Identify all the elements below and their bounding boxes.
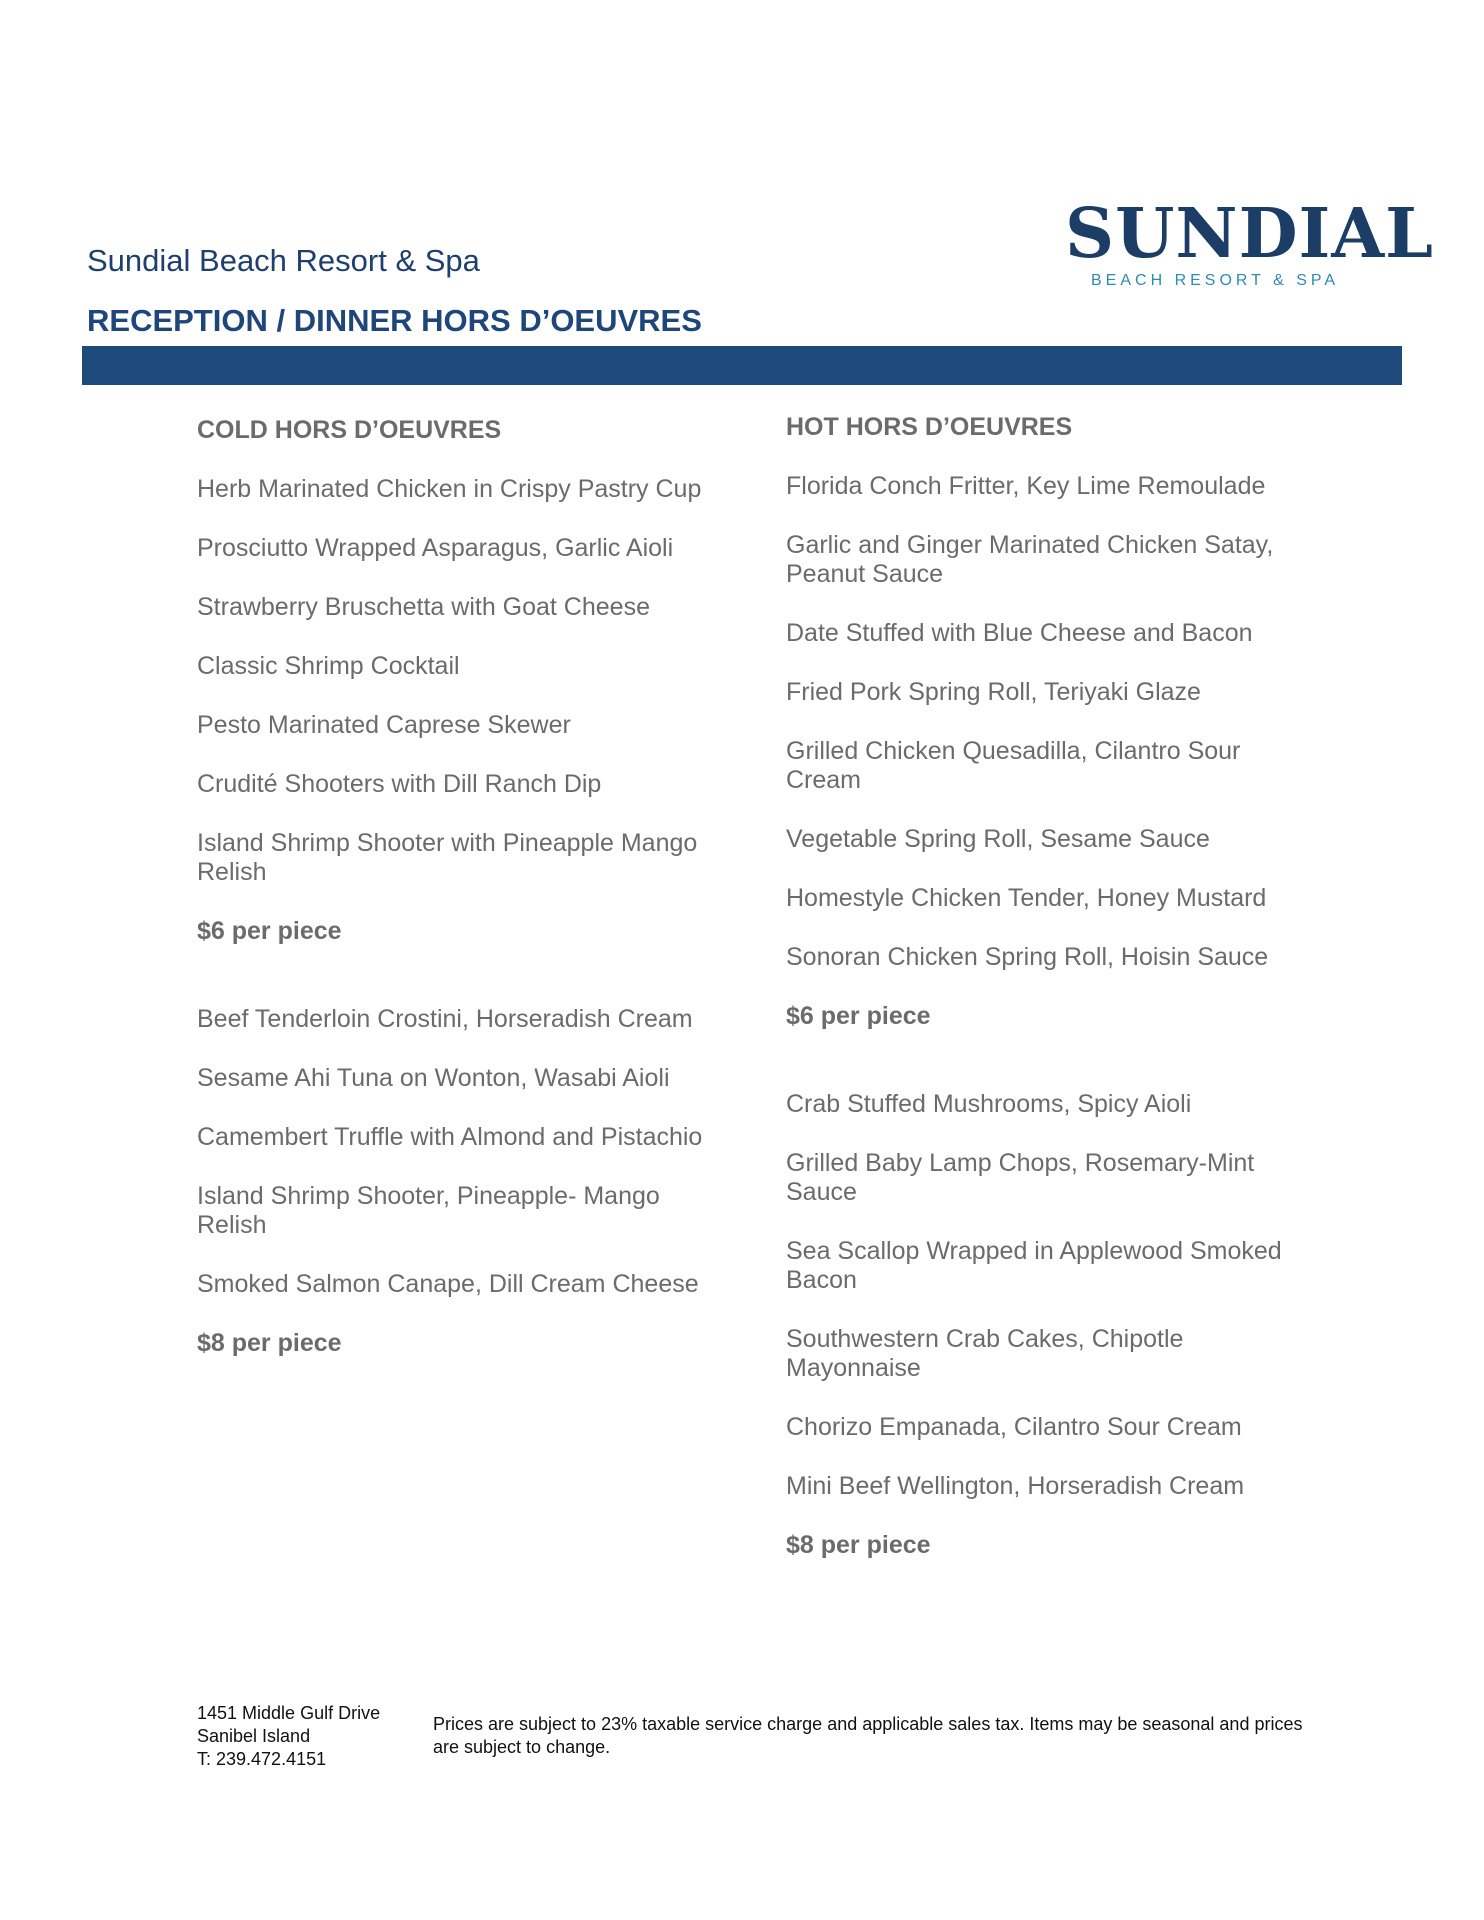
- page-title: RECEPTION / DINNER HORS D’OEUVRES: [87, 303, 702, 338]
- menu-item: Florida Conch Fritter, Key Lime Remoulade: [786, 472, 1266, 500]
- menu-item: Pesto Marinated Caprese Skewer: [197, 711, 571, 739]
- menu-item: Grilled Baby Lamp Chops, Rosemary-Mint Sauce: [786, 1149, 1255, 1206]
- hot-group-8: [786, 1090, 1306, 1560]
- menu-item: Sesame Ahi Tuna on Wonton, Wasabi Aioli: [197, 1064, 670, 1092]
- address-street: 1451 Middle Gulf Drive: [197, 1703, 381, 1723]
- menu-item: Crab Stuffed Mushrooms, Spicy Aioli: [786, 1090, 1192, 1118]
- menu-item: Fried Pork Spring Roll, Teriyaki Glaze: [786, 678, 1201, 706]
- menu-item: Beef Tenderloin Crostini, Horseradish Cream: [197, 1005, 693, 1033]
- menu-item: Prosciutto Wrapped Asparagus, Garlic Aioli: [197, 534, 674, 562]
- menu-item: Date Stuffed with Blue Cheese and Bacon: [786, 619, 1253, 647]
- menu-item: Classic Shrimp Cocktail: [197, 652, 460, 680]
- cold-group-8: [197, 1005, 717, 1358]
- menu-item: Garlic and Ginger Marinated Chicken Satay, Peanut Sauce: [786, 531, 1274, 588]
- menu-item: Herb Marinated Chicken in Crispy Pastry Cup: [197, 475, 702, 503]
- price-label: $6 per piece: [786, 1002, 931, 1030]
- menu-item: Chorizo Empanada, Cilantro Sour Cream: [786, 1413, 1242, 1441]
- logo-wordmark: SUNDIAL: [1065, 194, 1434, 274]
- hot-hors-doeuvres-column: [786, 413, 1306, 1560]
- menu-item: Southwestern Crab Cakes, Chipotle Mayonnaise: [786, 1325, 1184, 1382]
- menu-item: Mini Beef Wellington, Horseradish Cream: [786, 1472, 1245, 1500]
- price-label: $8 per piece: [786, 1531, 931, 1559]
- resort-name: Sundial Beach Resort & Spa: [87, 243, 480, 278]
- footer-address: [197, 1702, 380, 1771]
- menu-item: Smoked Salmon Canape, Dill Cream Cheese: [197, 1270, 699, 1298]
- logo-tagline: BEACH RESORT & SPA: [1091, 272, 1340, 289]
- hot-section-heading: HOT HORS D’OEUVRES: [786, 413, 1073, 441]
- menu-item: Crudité Shooters with Dill Ranch Dip: [197, 770, 602, 798]
- sundial-logo: [1065, 194, 1434, 295]
- address-city: Sanibel Island: [197, 1726, 311, 1746]
- cold-section-heading: COLD HORS D’OEUVRES: [197, 416, 502, 444]
- phone-number: T: 239.472.4151: [197, 1749, 327, 1769]
- menu-item: Strawberry Bruschetta with Goat Cheese: [197, 593, 650, 621]
- price-label: $6 per piece: [197, 917, 342, 945]
- menu-item: Sonoran Chicken Spring Roll, Hoisin Sauce: [786, 943, 1269, 971]
- price-label: $8 per piece: [197, 1329, 342, 1357]
- cold-hors-doeuvres-column: [197, 416, 717, 1358]
- header-band: [82, 346, 1402, 385]
- cold-group-6: [197, 475, 717, 946]
- pricing-disclaimer: Prices are subject to 23% taxable service charge and applicable sales tax. Items may be seasonal and prices are subject to change.: [433, 1714, 1303, 1757]
- menu-item: Sea Scallop Wrapped in Applewood Smoked Bacon: [786, 1237, 1282, 1294]
- menu-item: Grilled Chicken Quesadilla, Cilantro Sour Cream: [786, 737, 1241, 794]
- hot-group-6: [786, 472, 1306, 1031]
- menu-item: Island Shrimp Shooter with Pineapple Mango Relish: [197, 829, 698, 886]
- menu-item: Island Shrimp Shooter, Pineapple- Mango Relish: [197, 1182, 660, 1239]
- menu-item: Vegetable Spring Roll, Sesame Sauce: [786, 825, 1210, 853]
- menu-item: Homestyle Chicken Tender, Honey Mustard: [786, 884, 1267, 912]
- menu-item: Camembert Truffle with Almond and Pistachio: [197, 1123, 703, 1151]
